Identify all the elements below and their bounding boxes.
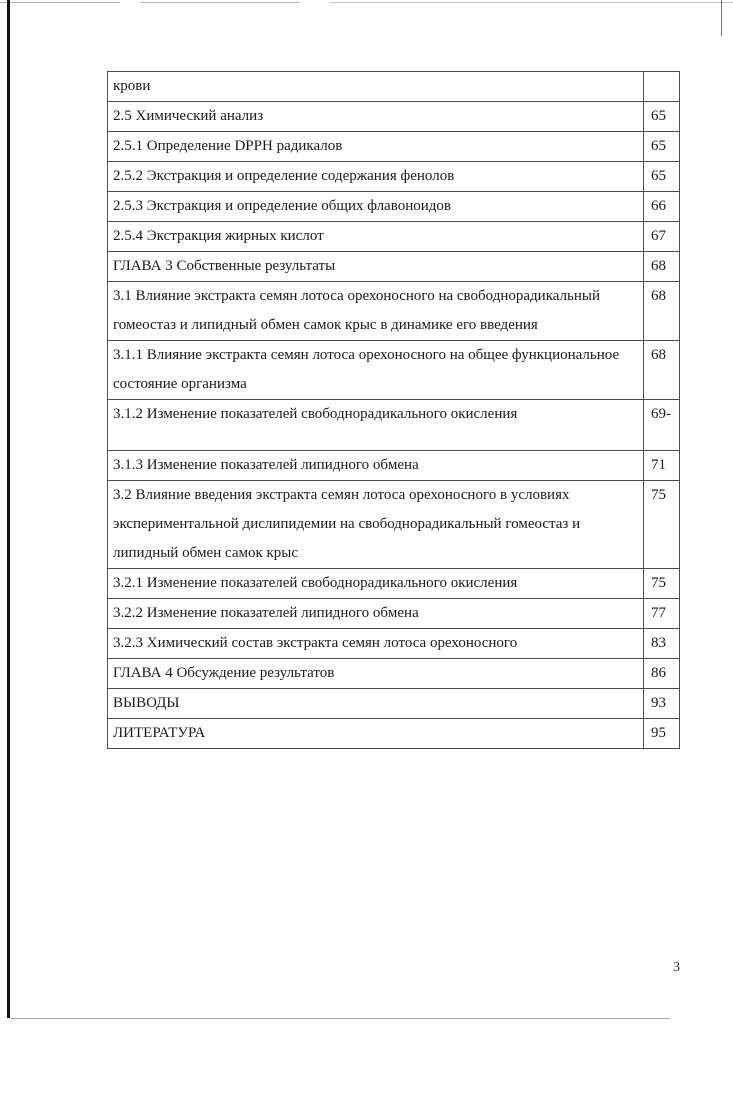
toc-row bbox=[108, 629, 680, 659]
toc-page: 65 bbox=[644, 162, 680, 192]
toc-row bbox=[108, 689, 680, 719]
scan-bottom-edge bbox=[10, 1018, 670, 1019]
toc-title: ГЛАВА 4 Обсуждение результатов bbox=[108, 659, 644, 689]
table-of-contents bbox=[107, 71, 680, 749]
toc-title: 3.2.1 Изменение показателей свободнорадикального окисления bbox=[108, 569, 644, 599]
toc-page: 68 bbox=[644, 252, 680, 282]
page-number: 3 bbox=[673, 960, 680, 975]
toc-page: 66 bbox=[644, 192, 680, 222]
toc-page: 75 bbox=[644, 569, 680, 599]
toc-title: 3.2 Влияние введения экстракта семян лотоса орехоносного в условиях экспериментальной дислипидемии на свободнорадикальный гомеостаз и липидный обмен самок крыс bbox=[108, 481, 644, 569]
toc-page bbox=[644, 72, 680, 102]
toc-row bbox=[108, 481, 680, 569]
toc-title: ГЛАВА 3 Собственные результаты bbox=[108, 252, 644, 282]
toc-title: 2.5.1 Определение DPPH радикалов bbox=[108, 132, 644, 162]
scan-right-mark bbox=[721, 0, 722, 36]
toc-title: 3.2.2 Изменение показателей липидного обмена bbox=[108, 599, 644, 629]
toc-title: 3.1.3 Изменение показателей липидного обмена bbox=[108, 451, 644, 481]
toc-row bbox=[108, 341, 680, 400]
toc-title: 2.5.3 Экстракция и определение общих флавоноидов bbox=[108, 192, 644, 222]
toc-row bbox=[108, 162, 680, 192]
toc-title: ЛИТЕРАТУРА bbox=[108, 719, 644, 749]
toc-page: 65 bbox=[644, 102, 680, 132]
toc-page: 83 bbox=[644, 629, 680, 659]
toc-row bbox=[108, 599, 680, 629]
toc-row bbox=[108, 252, 680, 282]
toc-row bbox=[108, 400, 680, 451]
toc-title: 2.5.4 Экстракция жирных кислот bbox=[108, 222, 644, 252]
toc-page: 77 bbox=[644, 599, 680, 629]
toc-title: 2.5.2 Экстракция и определение содержания фенолов bbox=[108, 162, 644, 192]
toc-title: 3.1 Влияние экстракта семян лотоса орехоносного на свободнорадикальный гомеостаз и липидный обмен самок крыс в динамике его введения bbox=[108, 282, 644, 341]
toc-row bbox=[108, 192, 680, 222]
toc-row bbox=[108, 72, 680, 102]
toc-title: крови bbox=[108, 72, 644, 102]
toc-row bbox=[108, 132, 680, 162]
toc-page: 69- bbox=[644, 400, 680, 451]
toc-row bbox=[108, 719, 680, 749]
toc-title: 3.1.2 Изменение показателей свободнорадикального окисления bbox=[108, 400, 644, 451]
toc-page: 67 bbox=[644, 222, 680, 252]
scan-left-edge bbox=[7, 0, 10, 1018]
scan-top-edge bbox=[0, 2, 733, 3]
toc-page: 95 bbox=[644, 719, 680, 749]
toc-page: 93 bbox=[644, 689, 680, 719]
toc-row bbox=[108, 569, 680, 599]
toc-row bbox=[108, 282, 680, 341]
toc-title: 3.1.1 Влияние экстракта семян лотоса орехоносного на общее функциональное состояние организма bbox=[108, 341, 644, 400]
toc-row bbox=[108, 451, 680, 481]
toc-page: 65 bbox=[644, 132, 680, 162]
toc-title: 3.2.3 Химический состав экстракта семян лотоса орехоносного bbox=[108, 629, 644, 659]
toc-page: 68 bbox=[644, 341, 680, 400]
toc-title: 2.5 Химический анализ bbox=[108, 102, 644, 132]
toc-title: ВЫВОДЫ bbox=[108, 689, 644, 719]
toc-row bbox=[108, 222, 680, 252]
toc-row bbox=[108, 102, 680, 132]
toc-row bbox=[108, 659, 680, 689]
toc-page: 71 bbox=[644, 451, 680, 481]
toc-page: 75 bbox=[644, 481, 680, 569]
toc-page: 68 bbox=[644, 282, 680, 341]
toc-page: 86 bbox=[644, 659, 680, 689]
